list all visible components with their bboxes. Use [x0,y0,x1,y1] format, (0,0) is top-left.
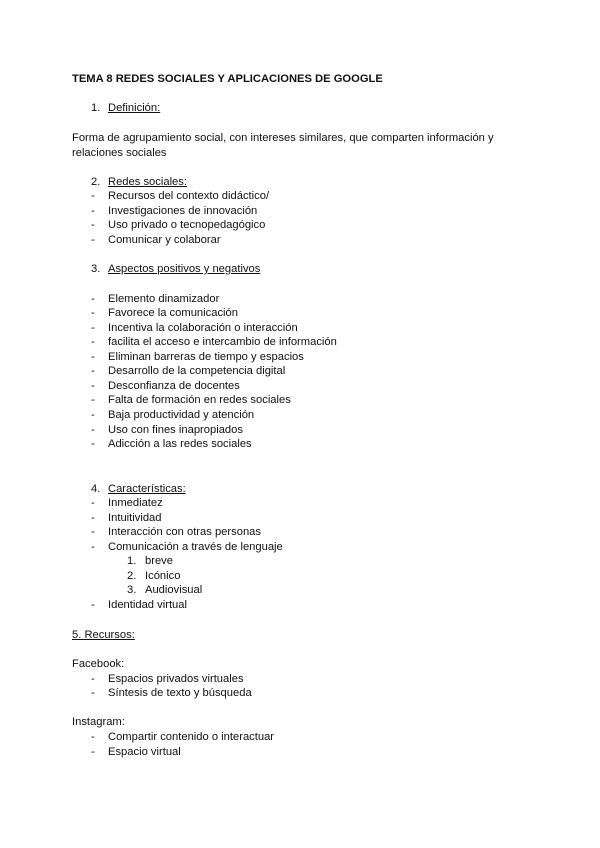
list-item: Desarrollo de la competencia digital [108,365,286,377]
section-3-number: 3. [91,263,101,275]
list-dash: - [91,424,95,436]
sublist-item: breve [145,555,173,567]
list-item: Investigaciones de innovación [108,205,258,217]
sublist-item: Audiovisual [145,584,203,596]
list-item: Inmediatez [108,497,163,509]
section-4-number: 4. [91,483,101,495]
list-item: Uso privado o tecnopedagógico [108,219,266,231]
list-dash: - [91,205,95,217]
list-item: Favorece la comunicación [108,307,238,319]
list-item: Interacción con otras personas [108,526,261,538]
list-dash: - [91,409,95,421]
list-item: Incentiva la colaboración o interacción [108,322,298,334]
list-dash: - [91,365,95,377]
list-dash: - [91,526,95,538]
list-dash: - [91,394,95,406]
list-dash: - [91,687,95,699]
sublist-item: Icónico [145,570,181,582]
list-item: Elemento dinamizador [108,293,220,305]
list-item: facilita el acceso e intercambio de información [108,336,337,348]
list-dash: - [91,336,95,348]
document-title: TEMA 8 REDES SOCIALES Y APLICACIONES DE GOOGLE [72,73,383,85]
section-3-heading: Aspectos positivos y negativos [108,263,261,275]
list-item: Uso con fines inapropiados [108,424,243,436]
list-item: Falta de formación en redes sociales [108,394,291,406]
list-item: Baja productividad y atención [108,409,255,421]
list-dash: - [91,322,95,334]
sublist-number: 1. [127,555,137,567]
section-1-heading: Definición: [108,102,161,114]
list-item: Adicción a las redes sociales [108,438,252,450]
list-dash: - [91,351,95,363]
list-item: Compartir contenido o interactuar [108,731,275,743]
section-1-number: 1. [91,102,101,114]
facebook-label: Facebook: [72,658,125,670]
section-5-heading: 5. Recursos: [72,629,135,641]
list-item: Espacios privados virtuales [108,673,244,685]
list-dash: - [91,673,95,685]
sublist-number: 3. [127,584,137,596]
list-dash: - [91,190,95,202]
list-dash: - [91,219,95,231]
section-2-number: 2. [91,176,101,188]
sublist-number: 2. [127,570,137,582]
list-item: Identidad virtual [108,599,187,611]
list-item: Recursos del contexto didáctico/ [108,190,270,202]
list-item: Desconfianza de docentes [108,380,240,392]
list-dash: - [91,380,95,392]
list-dash: - [91,438,95,450]
list-dash: - [91,307,95,319]
list-item: Intuitividad [108,512,162,524]
definition-line-1: Forma de agrupamiento social, con intereses similares, que comparten información y [72,132,494,144]
list-dash: - [91,234,95,246]
list-item: Síntesis de texto y búsqueda [108,687,252,699]
list-dash: - [91,731,95,743]
definition-line-2: relaciones sociales [72,147,167,159]
list-item: Espacio virtual [108,746,181,758]
list-item: Comunicar y colaborar [108,234,221,246]
list-item: Comunicación a través de lenguaje [108,541,283,553]
list-dash: - [91,746,95,758]
instagram-label: Instagram: [72,716,125,728]
list-dash: - [91,497,95,509]
list-item: Eliminan barreras de tiempo y espacios [108,351,304,363]
list-dash: - [91,512,95,524]
list-dash: - [91,599,95,611]
section-4-heading: Características: [108,483,186,495]
section-2-heading: Redes sociales: [108,176,187,188]
list-dash: - [91,293,95,305]
list-dash: - [91,541,95,553]
